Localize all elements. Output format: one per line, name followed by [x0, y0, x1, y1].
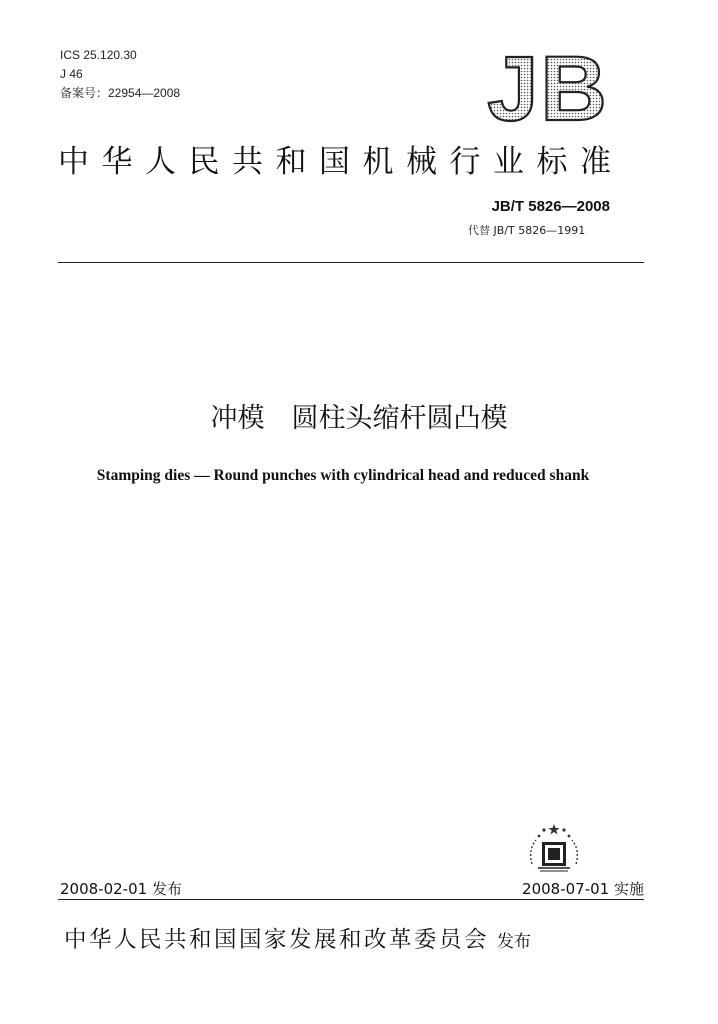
implementation-date: 2008-07-01 实施	[522, 880, 644, 898]
document-title-chinese: 冲模 圆柱头缩杆圆凸模	[210, 403, 508, 434]
jb-logo-icon	[478, 46, 618, 128]
publisher-org: 中华人民共和国国家发展和改革委员会	[64, 927, 490, 953]
header-divider	[58, 262, 644, 263]
standard-number: JB/T 5826—2008	[491, 198, 610, 215]
classification-code: J 46	[60, 67, 83, 81]
footer-divider	[58, 899, 644, 900]
publisher-emblem-icon	[524, 822, 584, 874]
publisher	[64, 922, 531, 954]
standard-category-title: 中华人民共和国机械行业标准	[58, 144, 624, 180]
document-title-english: Stamping dies — Round punches with cylindrical head and reduced shank	[96, 467, 590, 484]
jb-logo-text: JB	[487, 46, 609, 128]
ics-code: ICS 25.120.30	[60, 48, 137, 62]
issue-date: 2008-02-01 发布	[60, 880, 182, 898]
publisher-suffix: 发布	[497, 932, 532, 952]
replaces-standard: 代替 JB/T 5826—1991	[468, 224, 586, 237]
record-number: 备案号：22954—2008	[60, 86, 181, 100]
